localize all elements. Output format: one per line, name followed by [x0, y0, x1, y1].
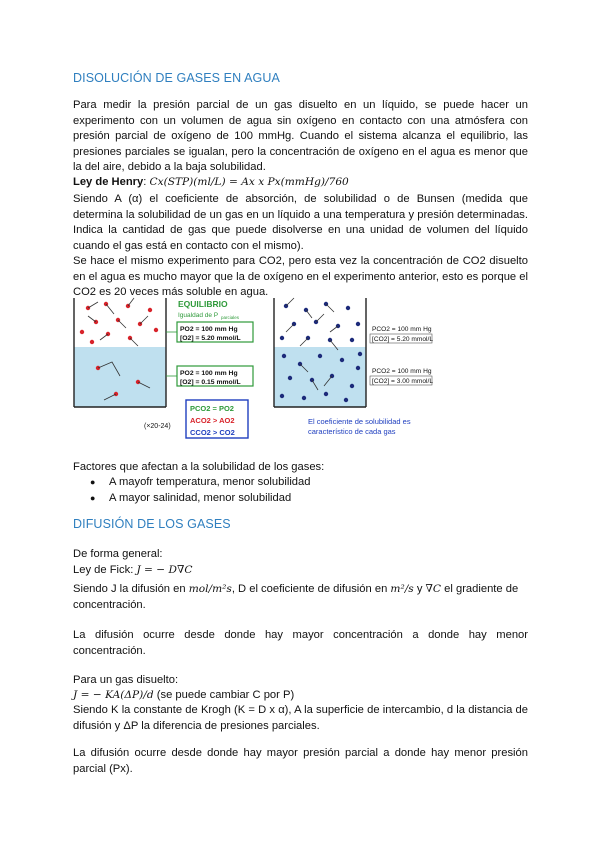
paragraph-pressure: La difusión ocurre desde donde hay mayor presión parcial a donde hay menor presión parcial (Px).	[73, 747, 528, 775]
compare-coefficient: ACO2 > AO2	[190, 416, 235, 425]
co2-gas-pressure: PCO2 = 100 mm Hg	[372, 326, 432, 333]
co2-gas-concentration: [CO2] = 5.20 mmol/L	[372, 336, 434, 343]
fick-formula: J = − D∇C	[136, 564, 193, 576]
henry-law-line: Ley de Henry: Cx(STP)(ml/L) = Ax x Px(mmHg)/760	[73, 176, 349, 188]
fick-explanation	[73, 582, 528, 613]
henry-label: Ley de Henry	[73, 176, 144, 188]
factor-item: ● A mayor salinidad, menor solubilidad	[90, 491, 310, 507]
krogh-note: (se puede cambiar C por P)	[156, 689, 295, 701]
paragraph-co2: Se hace el mismo experimento para CO2, pero esta vez la concentración de CO2 disuelto en el agua es mucho mayor que la de oxígeno en el experimento anterior, esto es porque el CO2 es 20 veces más soluble en agua.	[73, 255, 528, 299]
caption-line-1: El coeficiente de solubilidad es	[308, 417, 411, 426]
paragraph-bunsen: Siendo A (α) el coeficiente de absorción, de solubilidad o de Bunsen (medida que determina la solubilidad de un gas en un líquido a una temperatura y presión determinadas. Indica la cantidad de gas que puede disolverse en una unidad de volumen del líquido cuando el gas está en contacto con el mismo).	[73, 193, 528, 252]
fick-label: Ley de Fick:	[73, 564, 134, 576]
caption-line-2: característico de cada gas	[308, 427, 396, 436]
o2-gas-molecules	[80, 302, 158, 344]
factors-intro: Factores que afectan a la solubilidad de los gases:	[73, 461, 325, 473]
krogh-explanation: Siendo K la constante de Krogh (K = D x α), A la superficie de intercambio, d la distancia de difusión y ΔP la diferencia de presiones parciales.	[73, 704, 528, 732]
fick-text-c: y	[416, 583, 423, 595]
paragraph-intro: Para medir la presión parcial de un gas disuelto en un líquido, se puede hacer un experimento con un volumen de agua sin oxígeno en contacto con una atmósfera con presión parcial de oxígeno de 100 mmHg. Cuando el sistema alcanza el equilibrio, las presiones parciales se igualan, pero la concentración de oxígeno en el agua es menor que la del aire, debido a la baja solubilidad.	[73, 99, 528, 174]
krogh-formula: J = − KA(ΔP)/d	[73, 689, 154, 701]
o2-labels	[166, 299, 253, 386]
co2-gas-molecules	[280, 302, 360, 342]
fick-unit-flux: mol/m²s	[188, 583, 232, 595]
solubility-figure	[68, 294, 538, 444]
fick-law-line	[73, 563, 528, 579]
compare-concentration: CCO2 > CO2	[190, 428, 235, 437]
compare-pressure: PCO2 = PO2	[190, 404, 234, 413]
equilibrio-label: EQUILIBRIO	[178, 299, 228, 309]
co2-beaker	[274, 298, 366, 407]
section-heading-difusion: DIFUSIÓN DE LOS GASES	[73, 517, 231, 531]
co2-liquid-concentration: [CO2] = 3.00 mmol/L	[372, 378, 434, 385]
fick-text-a: Siendo J la difusión en	[73, 583, 186, 595]
o2-beaker	[74, 298, 166, 407]
gas-intro: Para un gas disuelto:	[73, 674, 179, 686]
paragraph-concentration: La difusión ocurre desde donde hay mayor concentración a donde hay menor concentración.	[73, 629, 528, 657]
fick-text-b: , D el coeficiente de difusión en	[231, 583, 388, 595]
igualdad-sub-label: parciales	[221, 315, 240, 320]
solubility-factor: (×20-24)	[144, 423, 171, 430]
igualdad-label: Igualdad de P	[178, 312, 219, 319]
co2-liquid-pressure: PCO2 = 100 mm Hg	[372, 368, 432, 375]
figure-svg	[68, 294, 538, 444]
o2-liquid-pressure: PO2 = 100 mm Hg	[180, 370, 238, 377]
factor-item: ● A mayofr temperatura, menor solubilidad	[90, 475, 310, 491]
henry-formula: Cx(STP)(ml/L) = Ax x Px(mmHg)/760	[149, 176, 349, 188]
krogh-formula-line	[73, 688, 528, 704]
fick-gradient: ∇C	[425, 583, 442, 595]
general-intro: De forma general:	[73, 548, 163, 560]
o2-water	[74, 347, 166, 407]
o2-gas-concentration: [O2] = 5.20 mmol/L	[180, 335, 241, 342]
factors-list	[90, 475, 310, 506]
o2-gas-pressure: PO2 = 100 mm Hg	[180, 326, 238, 333]
fick-text-d: el gradiente de concentración.	[73, 583, 519, 611]
fick-unit-diffusion: m²/s	[390, 583, 414, 595]
o2-liquid-concentration: [O2] = 0.15 mmol/L	[180, 379, 241, 386]
section-heading-disolucion: DISOLUCIÓN DE GASES EN AGUA	[73, 71, 280, 85]
